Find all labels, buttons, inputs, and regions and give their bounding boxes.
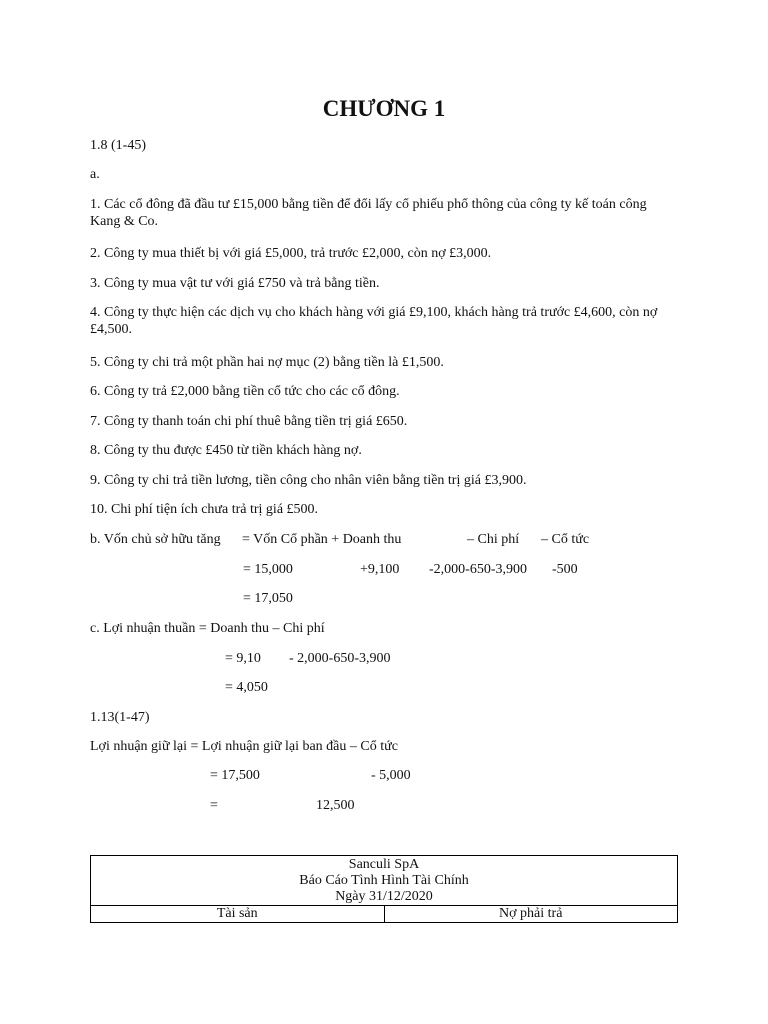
list-item: 7. Công ty thanh toán chi phí thuê bằng tiền trị giá £650. xyxy=(90,414,408,429)
assets-column-header: Tài sản xyxy=(91,906,385,923)
part-a-label: a. xyxy=(90,167,100,182)
part-b-row-dividends: -500 xyxy=(552,562,578,577)
report-date: Ngày 31/12/2020 xyxy=(335,889,433,904)
part-c-row-revenue: = 9,10 xyxy=(225,651,261,666)
part-b-col-expenses: – Chi phí xyxy=(467,532,520,547)
part-b-row-equity: = 15,000 xyxy=(243,562,293,577)
list-item: 2. Công ty mua thiết bị với giá £5,000, trả trước £2,000, còn nợ £3,000. xyxy=(90,246,492,261)
financial-position-table xyxy=(90,855,678,923)
part-c-result: = 4,050 xyxy=(225,680,268,695)
page-title: CHƯƠNG 1 xyxy=(322,96,446,121)
list-item: 5. Công ty chi trả một phần hai nợ mục (2) bằng tiền là £1,500. xyxy=(90,355,444,370)
part-c-label: c. Lợi nhuận thuần = Doanh thu – Chi phí xyxy=(90,621,325,636)
table-row xyxy=(91,906,678,923)
liabilities-column-header: Nợ phải trả xyxy=(384,906,678,923)
list-item: 1. Các cổ đông đã đầu tư £15,000 bằng tiền để đổi lấy cổ phiếu phổ thông của công ty kế toán công Kang & Co. xyxy=(90,197,647,229)
part-b-label: b. Vốn chủ sở hữu tăng xyxy=(90,532,221,547)
part-b-col-dividends: – Cổ tức xyxy=(541,532,590,547)
section-heading-1-13: 1.13(1-47) xyxy=(90,710,150,725)
part-b-equation-head: = Vốn Cổ phần + Doanh thu xyxy=(242,532,402,547)
table-header-row xyxy=(91,856,678,906)
list-item: 9. Công ty chi trả tiền lương, tiền công cho nhân viên bằng tiền trị giá £3,900. xyxy=(90,473,527,488)
report-title: Báo Cáo Tình Hình Tài Chính xyxy=(299,873,469,888)
list-item: 10. Chi phí tiện ích chưa trả trị giá £500. xyxy=(90,502,319,517)
list-item: 3. Công ty mua vật tư với giá £750 và trả bằng tiền. xyxy=(90,276,380,291)
retained-earnings-formula: Lợi nhuận giữ lại = Lợi nhuận giữ lại ban đầu – Cổ tức xyxy=(90,739,398,754)
part-b-row-expenses: -2,000-650-3,900 xyxy=(429,562,527,577)
list-item: 4. Công ty thực hiện các dịch vụ cho khách hàng với giá £9,100, khách hàng trả trước £4,600, còn nợ £4,500. xyxy=(90,305,658,337)
retained-row-equals: = xyxy=(210,798,218,813)
part-b-result: = 17,050 xyxy=(243,591,293,606)
list-item: 6. Công ty trả £2,000 bằng tiền cổ tức cho các cổ đông. xyxy=(90,384,400,399)
retained-row-initial: = 17,500 xyxy=(210,768,260,783)
retained-row-result: 12,500 xyxy=(316,798,355,813)
part-b-row-revenue: +9,100 xyxy=(360,562,400,577)
section-heading-1-8: 1.8 (1-45) xyxy=(90,138,146,153)
part-c-row-expenses: - 2,000-650-3,900 xyxy=(289,651,391,666)
table-header-cell xyxy=(91,856,678,906)
list-item: 8. Công ty thu được £450 từ tiền khách hàng nợ. xyxy=(90,443,362,458)
company-name: Sanculi SpA xyxy=(348,857,420,872)
retained-row-dividends: - 5,000 xyxy=(371,768,411,783)
